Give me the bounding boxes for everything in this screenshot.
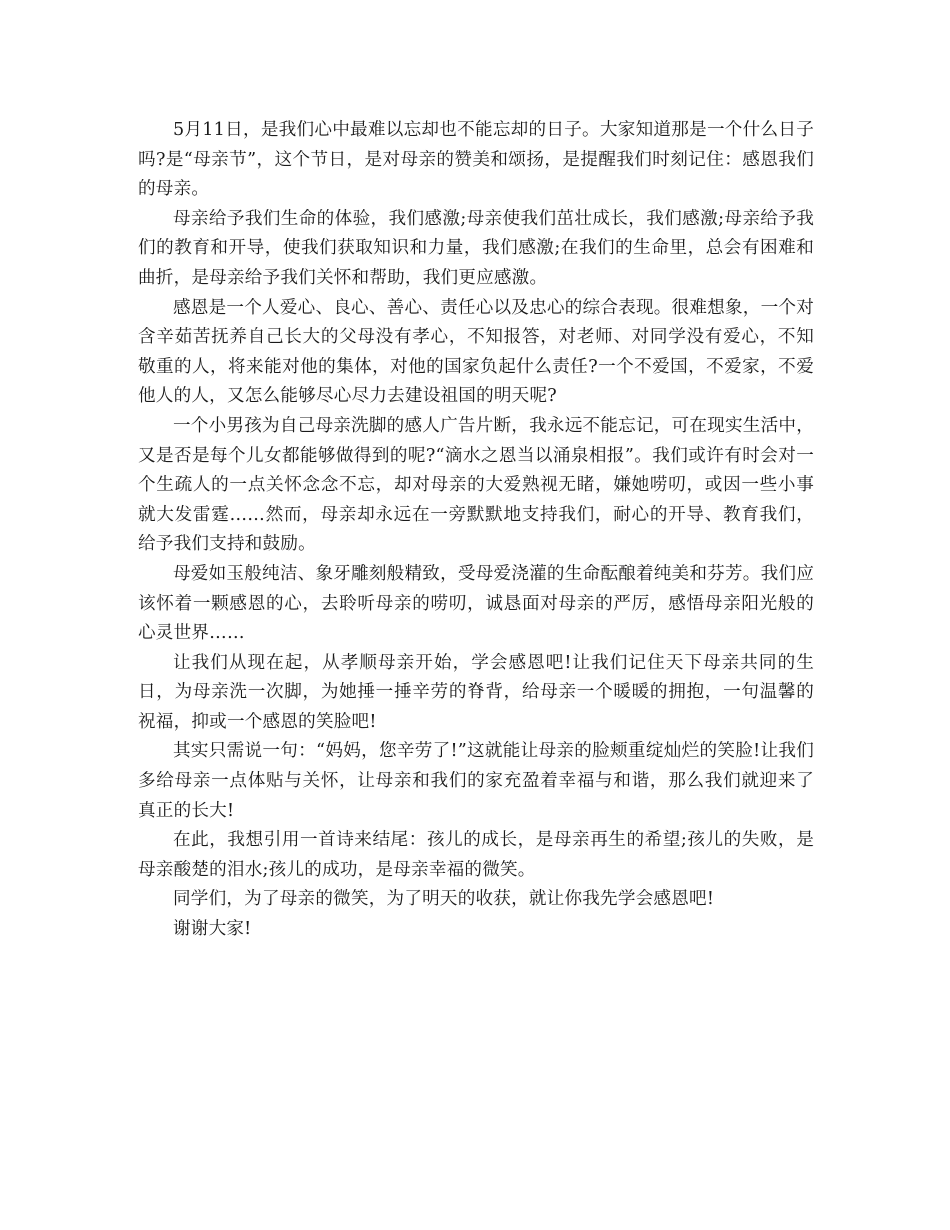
paragraph-4: 一个小男孩为自己母亲洗脚的感人广告片断，我永远不能忘记，可在现实生活中，又是否是每个儿女都能够做得到的呢?“滴水之恩当以涌泉相报”。我们或许有时会对一个生疏人的一点关怀念念不忘，却对母亲的大爱熟视无睹，嫌她唠叨，或因一些小事就大发雷霆……然而，母亲却永远在一旁默默地支持我们，耐心的开导、教育我们，给予我们支持和鼓励。 <box>138 415 814 555</box>
document-body <box>138 116 814 945</box>
paragraph-1: 5月11日，是我们心中最难以忘却也不能忘却的日子。大家知道那是一个什么日子吗?是“母亲节”，这个节日，是对母亲的赞美和颂扬，是提醒我们时刻记住：感恩我们的母亲。 <box>138 120 814 200</box>
paragraph-3: 感恩是一个人爱心、良心、善心、责任心以及忠心的综合表现。很难想象，一个对含辛茹苦抚养自己长大的父母没有孝心，不知报答，对老师、对同学没有爱心，不知敬重的人，将来能对他的集体，对他的国家负起什么责任?一个不爱国，不爱家，不爱他人的人，又怎么能够尽心尽力去建设祖国的明天呢? <box>138 297 814 407</box>
paragraph-7: 其实只需说一句：“妈妈，您辛劳了!”这就能让母亲的脸颊重绽灿烂的笑脸!让我们多给母亲一点体贴与关怀，让母亲和我们的家充盈着幸福与和谐，那么我们就迎来了真正的长大! <box>138 741 814 821</box>
paragraph-5: 母爱如玉般纯洁、象牙雕刻般精致，受母爱浇灌的生命酝酿着纯美和芬芳。我们应该怀着一颗感恩的心，去聆听母亲的唠叨，诚恳面对母亲的严厉，感悟母亲阳光般的心灵世界…… <box>138 563 814 644</box>
paragraph-8: 在此，我想引用一首诗来结尾：孩儿的成长，是母亲再生的希望;孩儿的失败，是母亲酸楚的泪水;孩儿的成功，是母亲幸福的微笑。 <box>138 830 814 880</box>
paragraph-6: 让我们从现在起，从孝顺母亲开始，学会感恩吧!让我们记住天下母亲共同的生日，为母亲洗一次脚，为她捶一捶辛劳的脊背，给母亲一个暖暖的拥抱，一句温馨的祝福，抑或一个感恩的笑脸吧! <box>138 652 814 732</box>
paragraph-2: 母亲给予我们生命的体验，我们感激;母亲使我们茁壮成长，我们感激;母亲给予我们的教育和开导，使我们获取知识和力量，我们感激;在我们的生命里，总会有困难和曲折，是母亲给予我们关怀和帮助，我们更应感激。 <box>138 208 814 288</box>
paragraph-9: 同学们，为了母亲的微笑，为了明天的收获，就让你我先学会感恩吧! <box>173 889 715 910</box>
paragraph-10: 谢谢大家! <box>173 919 252 940</box>
